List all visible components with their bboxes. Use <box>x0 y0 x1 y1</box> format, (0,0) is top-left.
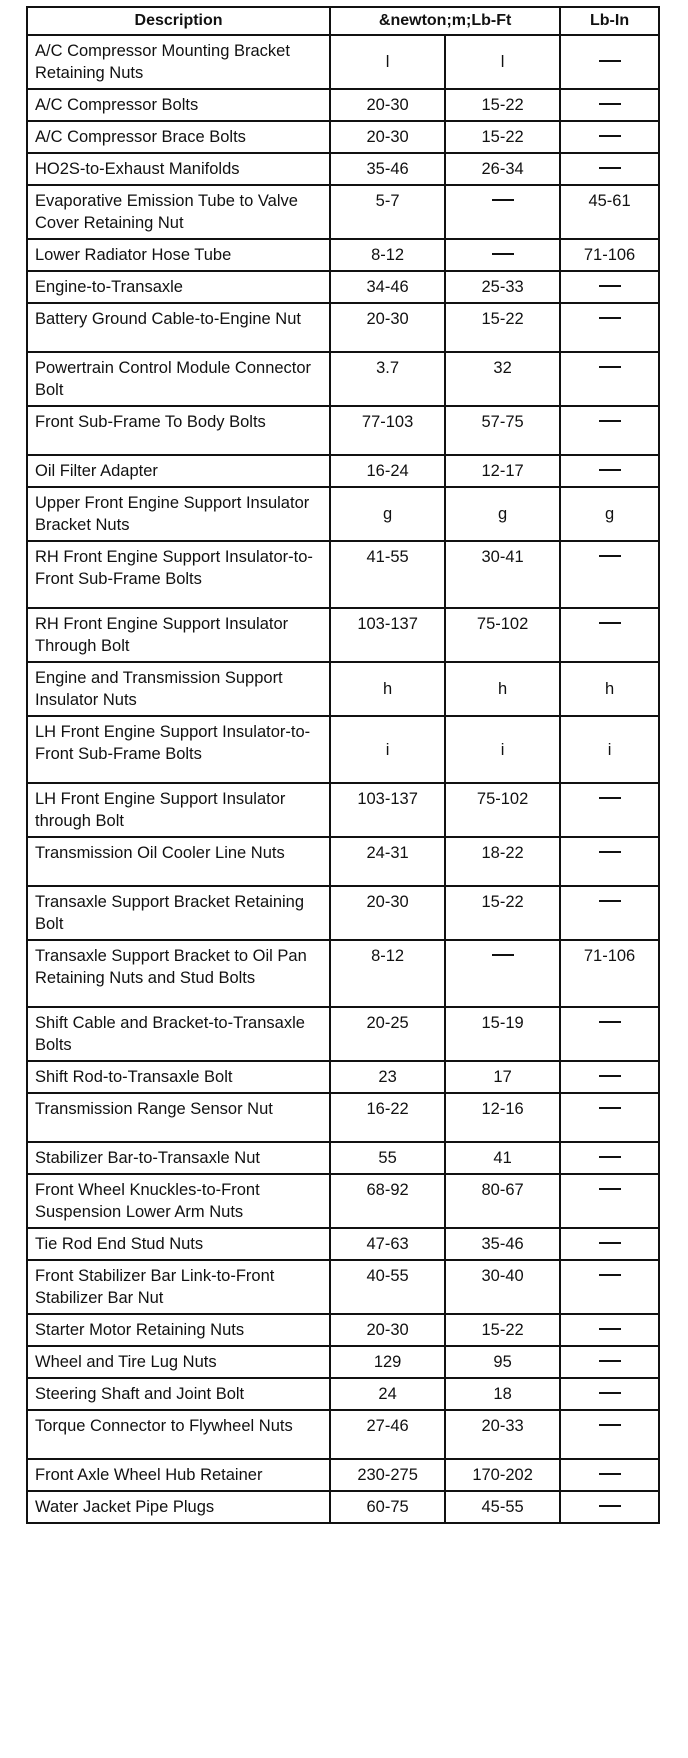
lbin-value: 45-61 <box>560 185 659 239</box>
lbft-value: 15-19 <box>445 1007 560 1061</box>
nm-value: 16-24 <box>330 455 445 487</box>
lbft-value: 15-22 <box>445 303 560 352</box>
lbin-value <box>560 1142 659 1174</box>
row-description: Water Jacket Pipe Plugs <box>27 1491 330 1523</box>
not-applicable-dash <box>599 900 621 902</box>
not-applicable-dash <box>599 555 621 557</box>
not-applicable-dash <box>492 253 514 255</box>
lbin-value <box>560 1314 659 1346</box>
row-description: Tie Rod End Stud Nuts <box>27 1228 330 1260</box>
row-description: Engine and Transmission Support Insulator Nuts <box>27 662 330 716</box>
table-row <box>27 1174 659 1228</box>
not-applicable-dash <box>492 199 514 201</box>
row-description: Transmission Oil Cooler Line Nuts <box>27 837 330 886</box>
nm-value: 68-92 <box>330 1174 445 1228</box>
nm-value: 20-30 <box>330 1314 445 1346</box>
table-row <box>27 716 659 783</box>
nm-value: 41-55 <box>330 541 445 608</box>
lbft-value: 15-22 <box>445 886 560 940</box>
table-row <box>27 837 659 886</box>
header-row <box>27 7 659 35</box>
nm-value: 129 <box>330 1346 445 1378</box>
lbft-value: 95 <box>445 1346 560 1378</box>
nm-value: 24 <box>330 1378 445 1410</box>
nm-value: 24-31 <box>330 837 445 886</box>
not-applicable-dash <box>599 167 621 169</box>
lbft-value: i <box>445 716 560 783</box>
nm-value: 20-25 <box>330 1007 445 1061</box>
lbft-value: 18 <box>445 1378 560 1410</box>
nm-value: 20-30 <box>330 886 445 940</box>
lbin-value <box>560 1491 659 1523</box>
table-row <box>27 1260 659 1314</box>
lbin-value <box>560 303 659 352</box>
nm-value: 60-75 <box>330 1491 445 1523</box>
row-description: Transaxle Support Bracket to Oil Pan Retaining Nuts and Stud Bolts <box>27 940 330 1007</box>
nm-value: l <box>330 35 445 89</box>
table-row <box>27 153 659 185</box>
lbin-value: 71-106 <box>560 940 659 1007</box>
lbft-value: 25-33 <box>445 271 560 303</box>
not-applicable-dash <box>599 103 621 105</box>
row-description: Lower Radiator Hose Tube <box>27 239 330 271</box>
table-row <box>27 303 659 352</box>
lbft-value: 20-33 <box>445 1410 560 1459</box>
lbin-value <box>560 1378 659 1410</box>
row-description: Oil Filter Adapter <box>27 455 330 487</box>
lbft-value <box>445 940 560 1007</box>
table-row <box>27 1228 659 1260</box>
row-description: A/C Compressor Mounting Bracket Retaining Nuts <box>27 35 330 89</box>
row-description: Evaporative Emission Tube to Valve Cover Retaining Nut <box>27 185 330 239</box>
table-row <box>27 886 659 940</box>
torque-spec-table <box>26 6 660 1524</box>
lbft-value: 26-34 <box>445 153 560 185</box>
table-row <box>27 89 659 121</box>
not-applicable-dash <box>599 469 621 471</box>
not-applicable-dash <box>599 420 621 422</box>
lbin-value: h <box>560 662 659 716</box>
lbin-value <box>560 608 659 662</box>
not-applicable-dash <box>599 1424 621 1426</box>
table-row <box>27 940 659 1007</box>
table-row <box>27 608 659 662</box>
nm-value: 34-46 <box>330 271 445 303</box>
not-applicable-dash <box>599 1328 621 1330</box>
lbft-value: 30-40 <box>445 1260 560 1314</box>
lbft-value: 35-46 <box>445 1228 560 1260</box>
table-row <box>27 783 659 837</box>
lbin-value <box>560 783 659 837</box>
table-row <box>27 1459 659 1491</box>
not-applicable-dash <box>492 954 514 956</box>
lbft-value: 15-22 <box>445 1314 560 1346</box>
table-row <box>27 662 659 716</box>
not-applicable-dash <box>599 1156 621 1158</box>
lbin-value <box>560 837 659 886</box>
not-applicable-dash <box>599 1392 621 1394</box>
lbft-value: g <box>445 487 560 541</box>
row-description: HO2S-to-Exhaust Manifolds <box>27 153 330 185</box>
row-description: Upper Front Engine Support Insulator Bracket Nuts <box>27 487 330 541</box>
nm-value: 5-7 <box>330 185 445 239</box>
lbin-value <box>560 1007 659 1061</box>
lbft-value: 15-22 <box>445 121 560 153</box>
row-description: Torque Connector to Flywheel Nuts <box>27 1410 330 1459</box>
table-row <box>27 352 659 406</box>
nm-value: 23 <box>330 1061 445 1093</box>
nm-value: 40-55 <box>330 1260 445 1314</box>
nm-value: 230-275 <box>330 1459 445 1491</box>
not-applicable-dash <box>599 135 621 137</box>
table-row <box>27 35 659 89</box>
table-row <box>27 1061 659 1093</box>
lbft-value: l <box>445 35 560 89</box>
table-row <box>27 271 659 303</box>
lbft-value: 75-102 <box>445 608 560 662</box>
not-applicable-dash <box>599 851 621 853</box>
table-row <box>27 455 659 487</box>
not-applicable-dash <box>599 1021 621 1023</box>
lbft-value: 170-202 <box>445 1459 560 1491</box>
lbin-value <box>560 1346 659 1378</box>
lbin-value <box>560 886 659 940</box>
lbft-value: 12-17 <box>445 455 560 487</box>
nm-value: 47-63 <box>330 1228 445 1260</box>
lbin-value <box>560 1459 659 1491</box>
lbft-value: 12-16 <box>445 1093 560 1142</box>
not-applicable-dash <box>599 1274 621 1276</box>
lbft-value: 80-67 <box>445 1174 560 1228</box>
table-row <box>27 1410 659 1459</box>
not-applicable-dash <box>599 1188 621 1190</box>
not-applicable-dash <box>599 366 621 368</box>
nm-value: 20-30 <box>330 121 445 153</box>
row-description: LH Front Engine Support Insulator-to-Front Sub-Frame Bolts <box>27 716 330 783</box>
not-applicable-dash <box>599 1360 621 1362</box>
lbft-value: 32 <box>445 352 560 406</box>
lbin-value <box>560 271 659 303</box>
nm-value: 55 <box>330 1142 445 1174</box>
table-row <box>27 185 659 239</box>
row-description: Shift Rod-to-Transaxle Bolt <box>27 1061 330 1093</box>
lbft-value: 17 <box>445 1061 560 1093</box>
table-row <box>27 1378 659 1410</box>
nm-value: 77-103 <box>330 406 445 455</box>
row-description: Front Sub-Frame To Body Bolts <box>27 406 330 455</box>
nm-value: 103-137 <box>330 608 445 662</box>
row-description: LH Front Engine Support Insulator through Bolt <box>27 783 330 837</box>
lbin-value <box>560 1260 659 1314</box>
lbin-value <box>560 1228 659 1260</box>
lbft-value: 15-22 <box>445 89 560 121</box>
lbft-value: 30-41 <box>445 541 560 608</box>
header-nm-lbft: &newton;m;Lb-Ft <box>330 7 560 35</box>
lbft-value: 18-22 <box>445 837 560 886</box>
row-description: Front Axle Wheel Hub Retainer <box>27 1459 330 1491</box>
nm-value: 3.7 <box>330 352 445 406</box>
nm-value: 16-22 <box>330 1093 445 1142</box>
lbft-value: 45-55 <box>445 1491 560 1523</box>
nm-value: 27-46 <box>330 1410 445 1459</box>
nm-value: 35-46 <box>330 153 445 185</box>
row-description: Wheel and Tire Lug Nuts <box>27 1346 330 1378</box>
lbin-value <box>560 1093 659 1142</box>
lbin-value <box>560 89 659 121</box>
row-description: A/C Compressor Bolts <box>27 89 330 121</box>
lbin-value: i <box>560 716 659 783</box>
header-description: Description <box>27 7 330 35</box>
row-description: Starter Motor Retaining Nuts <box>27 1314 330 1346</box>
lbft-value <box>445 185 560 239</box>
lbin-value <box>560 35 659 89</box>
table-row <box>27 541 659 608</box>
not-applicable-dash <box>599 797 621 799</box>
lbin-value <box>560 406 659 455</box>
not-applicable-dash <box>599 1107 621 1109</box>
row-description: RH Front Engine Support Insulator-to-Front Sub-Frame Bolts <box>27 541 330 608</box>
lbft-value: 57-75 <box>445 406 560 455</box>
lbft-value <box>445 239 560 271</box>
nm-value: 103-137 <box>330 783 445 837</box>
lbft-value: 75-102 <box>445 783 560 837</box>
lbin-value <box>560 1174 659 1228</box>
not-applicable-dash <box>599 317 621 319</box>
table-row <box>27 1314 659 1346</box>
table-row <box>27 1142 659 1174</box>
row-description: Steering Shaft and Joint Bolt <box>27 1378 330 1410</box>
nm-value: 20-30 <box>330 303 445 352</box>
row-description: A/C Compressor Brace Bolts <box>27 121 330 153</box>
header-lbin: Lb-In <box>560 7 659 35</box>
nm-value: g <box>330 487 445 541</box>
not-applicable-dash <box>599 622 621 624</box>
row-description: Engine-to-Transaxle <box>27 271 330 303</box>
lbft-value: 41 <box>445 1142 560 1174</box>
lbin-value <box>560 1061 659 1093</box>
nm-value: 8-12 <box>330 239 445 271</box>
row-description: Front Stabilizer Bar Link-to-Front Stabilizer Bar Nut <box>27 1260 330 1314</box>
table-row <box>27 1491 659 1523</box>
row-description: Transaxle Support Bracket Retaining Bolt <box>27 886 330 940</box>
not-applicable-dash <box>599 1473 621 1475</box>
table-row <box>27 487 659 541</box>
row-description: Battery Ground Cable-to-Engine Nut <box>27 303 330 352</box>
lbin-value: 71-106 <box>560 239 659 271</box>
nm-value: 8-12 <box>330 940 445 1007</box>
row-description: Stabilizer Bar-to-Transaxle Nut <box>27 1142 330 1174</box>
not-applicable-dash <box>599 1075 621 1077</box>
table-row <box>27 1346 659 1378</box>
lbin-value <box>560 153 659 185</box>
lbin-value <box>560 455 659 487</box>
not-applicable-dash <box>599 1242 621 1244</box>
nm-value: i <box>330 716 445 783</box>
lbft-value: h <box>445 662 560 716</box>
lbin-value <box>560 1410 659 1459</box>
table-row <box>27 1093 659 1142</box>
table-row <box>27 406 659 455</box>
table-row <box>27 121 659 153</box>
row-description: RH Front Engine Support Insulator Through Bolt <box>27 608 330 662</box>
not-applicable-dash <box>599 285 621 287</box>
nm-value: 20-30 <box>330 89 445 121</box>
not-applicable-dash <box>599 1505 621 1507</box>
lbin-value <box>560 352 659 406</box>
table-row <box>27 1007 659 1061</box>
row-description: Transmission Range Sensor Nut <box>27 1093 330 1142</box>
row-description: Shift Cable and Bracket-to-Transaxle Bolts <box>27 1007 330 1061</box>
nm-value: h <box>330 662 445 716</box>
table-row <box>27 239 659 271</box>
not-applicable-dash <box>599 60 621 62</box>
lbin-value: g <box>560 487 659 541</box>
lbin-value <box>560 541 659 608</box>
lbin-value <box>560 121 659 153</box>
row-description: Front Wheel Knuckles-to-Front Suspension Lower Arm Nuts <box>27 1174 330 1228</box>
row-description: Powertrain Control Module Connector Bolt <box>27 352 330 406</box>
